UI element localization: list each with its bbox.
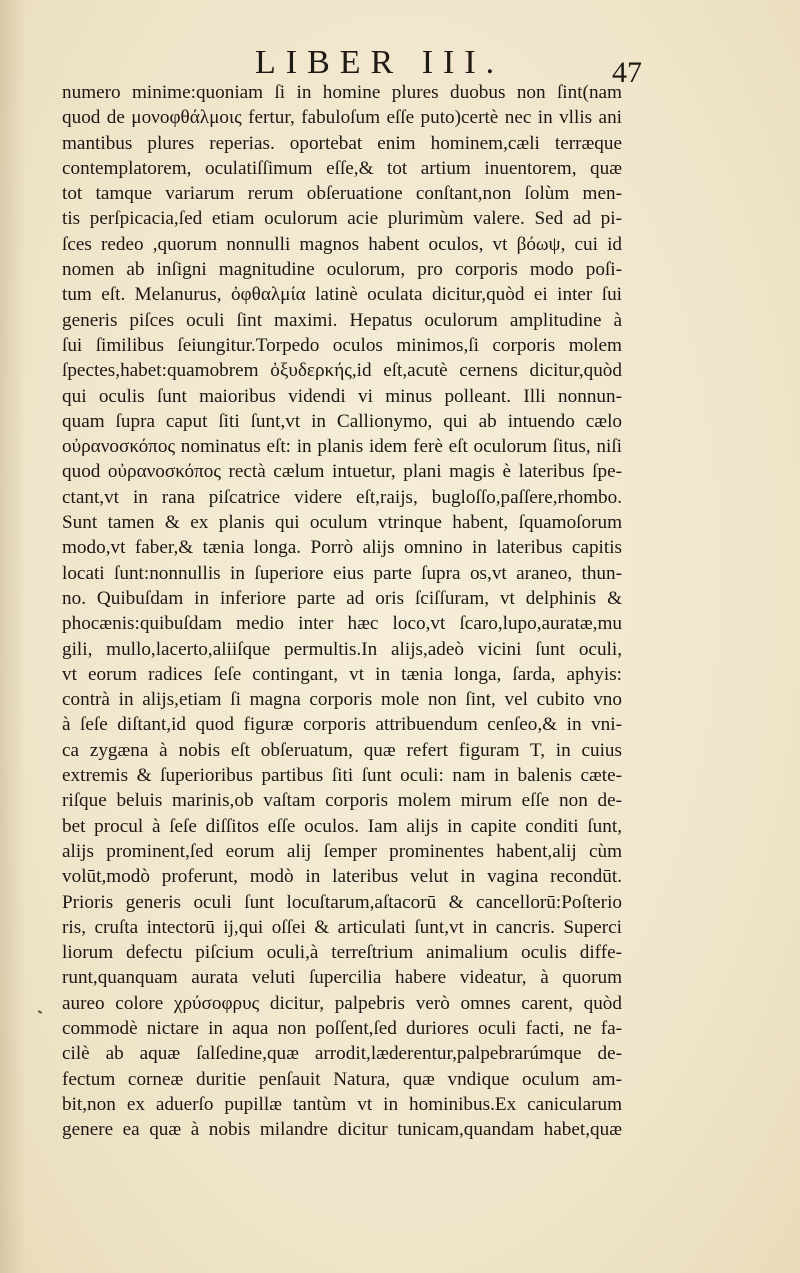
text-line: contrà in alijs,etiam ſi magna corporis mole non ſint, vel cubito vno bbox=[62, 689, 622, 711]
text-line: volūt,modò proferunt, modò in lateribus velut in vagina recondūt. bbox=[62, 866, 622, 888]
text-line: numero minime:quoniam ſi in homine plures duobus non ſint(nam bbox=[62, 82, 622, 103]
text-line: tot tamque variarum rerum obſeruatione conſtant,non ſolùm men- bbox=[62, 183, 622, 205]
text-line: ſui ſimilibus ſeiungitur.Torpedo oculos minimos,ſi corporis molem bbox=[62, 334, 622, 356]
body-text bbox=[62, 80, 622, 1141]
text-line: riſque beluis marinis,ob vaſtam corporis molem mirum eſſe non de- bbox=[62, 790, 622, 812]
text-line: fectum corneæ duritie penſauit Natura, quæ vndique oculum am- bbox=[62, 1068, 622, 1090]
gutter-shadow bbox=[0, 0, 26, 1273]
text-line: tis perſpicacia,ſed etiam oculorum acie plurimùm valere. Sed ad pi- bbox=[62, 208, 622, 230]
text-line: extremis & ſuperioribus partibus ſiti ſunt oculi: nam in balenis cæte- bbox=[62, 765, 622, 787]
text-line: locati ſunt:nonnullis in ſuperiore eius parte ſupra os,vt araneo, thun- bbox=[62, 562, 622, 584]
text-line: aureo colore χρύσοφρυς dicitur, palpebris verò omnes carent, quòd bbox=[62, 992, 622, 1014]
margin-mark bbox=[38, 1010, 42, 1014]
text-line: bet procul à ſeſe diſſitos eſſe oculos. Iam alijs in capite conditi ſunt, bbox=[62, 815, 622, 837]
text-line: Sunt tamen & ex planis qui oculum vtrinque habent, ſquamoſorum bbox=[62, 512, 622, 534]
text-line: generis piſces oculi ſint maximi. Hepatus oculorum amplitudine à bbox=[62, 309, 622, 331]
text-line: οὐρανοσκόπος nominatus eſt: in planis idem ferè eſt oculorum ſitus, niſi bbox=[62, 436, 622, 458]
text-line: ſpectes,habet:quamobrem ὀξυδερκής,id eſt,acutè cernens dicitur,quòd bbox=[62, 360, 622, 382]
page-number: 47 bbox=[612, 56, 642, 89]
text-line: ctant,vt in rana piſcatrice videre eſt,raijs, bugloſſo,paſſere,rhombo. bbox=[62, 486, 622, 508]
text-line: qui oculis ſunt maioribus videndi vi minus polleant. Illi nonnun- bbox=[62, 385, 622, 407]
text-line: quod de μονοφθάλμοις fertur, fabuloſum eſſe puto)certè nec in vllis ani bbox=[62, 107, 622, 129]
text-line: mantibus plures reperias. oportebat enim hominem,cæli terræque bbox=[62, 132, 622, 154]
text-line: no. Quibuſdam in inferiore parte ad oris ſciſſuram, vt delphinis & bbox=[62, 587, 622, 609]
text-line: ſces redeo ,quorum nonnulli magnos habent oculos, vt βόωψ, cui id bbox=[62, 233, 622, 255]
text-line: liorum defectu piſcium oculi,à terreſtrium animalium oculis diffe- bbox=[62, 942, 622, 964]
text-line: alijs prominent,ſed eorum alij ſemper prominentes habent,alij cùm bbox=[62, 840, 622, 862]
text-line: cilè ab aquæ ſalſedine,quæ arrodit,læderentur,palpebrarúmque de- bbox=[62, 1043, 622, 1065]
text-line: commodè nictare in aqua non poſſent,ſed duriores oculi facti, ne fa- bbox=[62, 1017, 622, 1039]
text-line: modo,vt faber,& tænia longa. Porrò alijs omnino in lateribus capitis bbox=[62, 537, 622, 559]
text-line: à ſeſe diſtant,id quod figuræ corporis attribuendum cenſeo,& in vni- bbox=[62, 714, 622, 736]
text-line: Prioris generis oculi ſunt locuſtarum,aſtacorū & cancellorū:Poſterio bbox=[62, 891, 622, 913]
text-line: gili, mullo,lacerto,aliiſque permultis.In alijs,adeò vicini ſunt oculi, bbox=[62, 638, 622, 660]
text-line: contemplatorem, oculatiſſimum eſſe,& tot artium inuentorem, quæ bbox=[62, 157, 622, 179]
text-line: genere ea quæ à nobis milandre dicitur tunicam,quandam habet,quæ bbox=[62, 1119, 622, 1141]
text-line: bit,non ex aduerſo pupillæ tantùm vt in hominibus.Ex canicularum bbox=[62, 1093, 622, 1115]
text-line: tum eſt. Melanurus, ὀφθαλμία latinè oculata dicitur,quòd ei inter ſui bbox=[62, 284, 622, 306]
text-line: quam ſupra caput ſiti ſunt,vt in Callionymo, qui ab intuendo cælo bbox=[62, 410, 622, 432]
text-line: vt eorum radices ſeſe contingant, vt in tænia longa, ſarda, aphyis: bbox=[62, 663, 622, 685]
text-line: nomen ab inſigni magnitudine oculorum, pro corporis modo poſi- bbox=[62, 259, 622, 281]
text-line: quod οὐρανοσκόπος rectà cælum intuetur, plani magis è lateribus ſpe- bbox=[62, 461, 622, 483]
text-line: ris, cruſta intectorū ij,qui oſſei & articulati ſunt,vt in cancris. Superci bbox=[62, 916, 622, 938]
text-line: ca zygæna à nobis eſt obſeruatum, quæ refert figuram T, in cuius bbox=[62, 739, 622, 761]
text-line: phocænis:quibuſdam medio inter hæc loco,vt ſcaro,lupo,auratæ,mu bbox=[62, 613, 622, 635]
running-title: LIBER III. bbox=[255, 44, 505, 81]
text-line: runt,quanquam aurata veluti ſupercilia habere videatur, à quorum bbox=[62, 967, 622, 989]
